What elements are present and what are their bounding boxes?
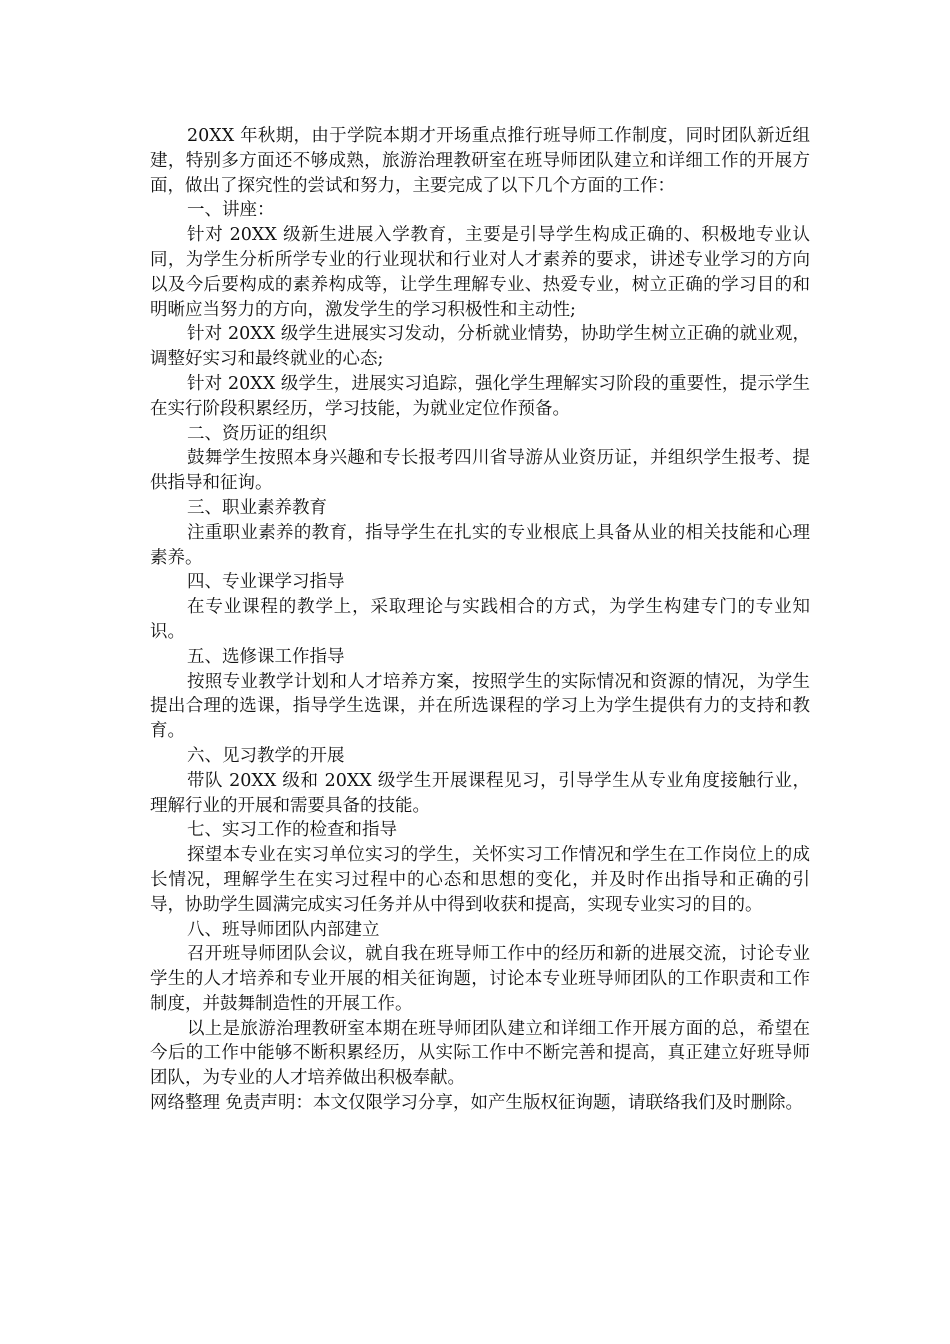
- section-heading-course-guidance: 四、专业课学习指导: [187, 572, 345, 593]
- body-paragraph: 针对 20XX 级学生，进展实习追踪，强化学生理解实习阶段的重要性，提示学生在实行阶段积累经历，学习技能，为就业定位作预备。: [150, 373, 810, 419]
- body-paragraph: 探望本专业在实习单位实习的学生，关怀实习工作情况和学生在工作岗位上的成长情况，理解学生在实习过程中的心态和思想的变化，并及时作出指导和正确的引导，协助学生圆满完成实习任务并从中得到收获和提高，实现专业实习的目的。: [150, 845, 810, 915]
- section-heading-internship: 七、实习工作的检查和指导: [187, 820, 397, 841]
- body-paragraph: 在专业课程的教学上，采取理论与实践相合的方式，为学生构建专门的专业知识。: [150, 597, 810, 642]
- body-paragraph: 针对 20XX 级新生进展入学教育，主要是引导学生构成正确的、积极地专业认同，为学生分析所学专业的行业现状和行业对人才素养的要求，讲述专业学习的方向以及今后要构成的素养构成等，让学生理解专业、热爱专业，树立正确的学习目的和明晰应当努力的方向，激发学生的学习积极性和主动性;: [150, 225, 810, 320]
- summary-paragraph: 以上是旅游治理教研室本期在班导师团队建立和详细工作开展方面的总，希望在今后的工作中能够不断积累经历，从实际工作中不断完善和提高，真正建立好班导师团队，为专业的人才培养做出积极奉献。: [150, 1018, 810, 1089]
- body-paragraph: 注重职业素养的教育，指导学生在扎实的专业根底上具备从业的相关技能和心理素养。: [150, 522, 810, 568]
- body-paragraph: 按照专业教学计划和人才培养方案，按照学生的实际情况和资源的情况，为学生提出合理的选课，指导学生选课，并在所选课程的学习上为学生提供有力的支持和教育。: [150, 671, 810, 742]
- body-paragraph: 针对 20XX 级学生进展实习发动，分析就业情势，协助学生树立正确的就业观，调整好实习和最终就业的心态;: [150, 324, 810, 370]
- document-body: [150, 124, 810, 1116]
- body-paragraph: 带队 20XX 级和 20XX 级学生开展课程见习，引导学生从专业角度接触行业，理解行业的开展和需要具备的技能。: [150, 770, 810, 816]
- section-heading-field-teaching: 六、见习教学的开展: [187, 745, 345, 766]
- body-paragraph: 召开班导师团队会议，就自我在班导师工作中的经历和新的进展交流，讨论专业学生的人才培养和专业开展的相关征询题，讨论本专业班导师团队的工作职责和工作制度，并鼓舞制造性的开展工作。: [150, 944, 810, 1014]
- section-heading-lecture: 一、讲座：: [187, 200, 275, 221]
- body-paragraph: 鼓舞学生按照本身兴趣和专长报考四川省导游从业资历证，并组织学生报考、提供指导和征询。: [150, 448, 810, 494]
- intro-paragraph: 20XX 年秋期，由于学院本期才开场重点推行班导师工作制度，同时团队新近组建，特别多方面还不够成熟，旅游治理教研室在班导师团队建立和详细工作的开展方面，做出了探究性的尝试和努力，主要完成了以下几个方面的工作：: [150, 126, 810, 196]
- section-heading-certificate: 二、资历证的组织: [187, 423, 327, 444]
- disclaimer-footer: 网络整理 免责声明：本文仅限学习分享，如产生版权征询题，请联络我们及时删除。: [150, 1093, 804, 1114]
- section-heading-team-building: 八、班导师团队内部建立: [187, 919, 380, 940]
- section-heading-professional-quality: 三、职业素养教育: [187, 497, 327, 518]
- section-heading-elective: 五、选修课工作指导: [187, 646, 345, 667]
